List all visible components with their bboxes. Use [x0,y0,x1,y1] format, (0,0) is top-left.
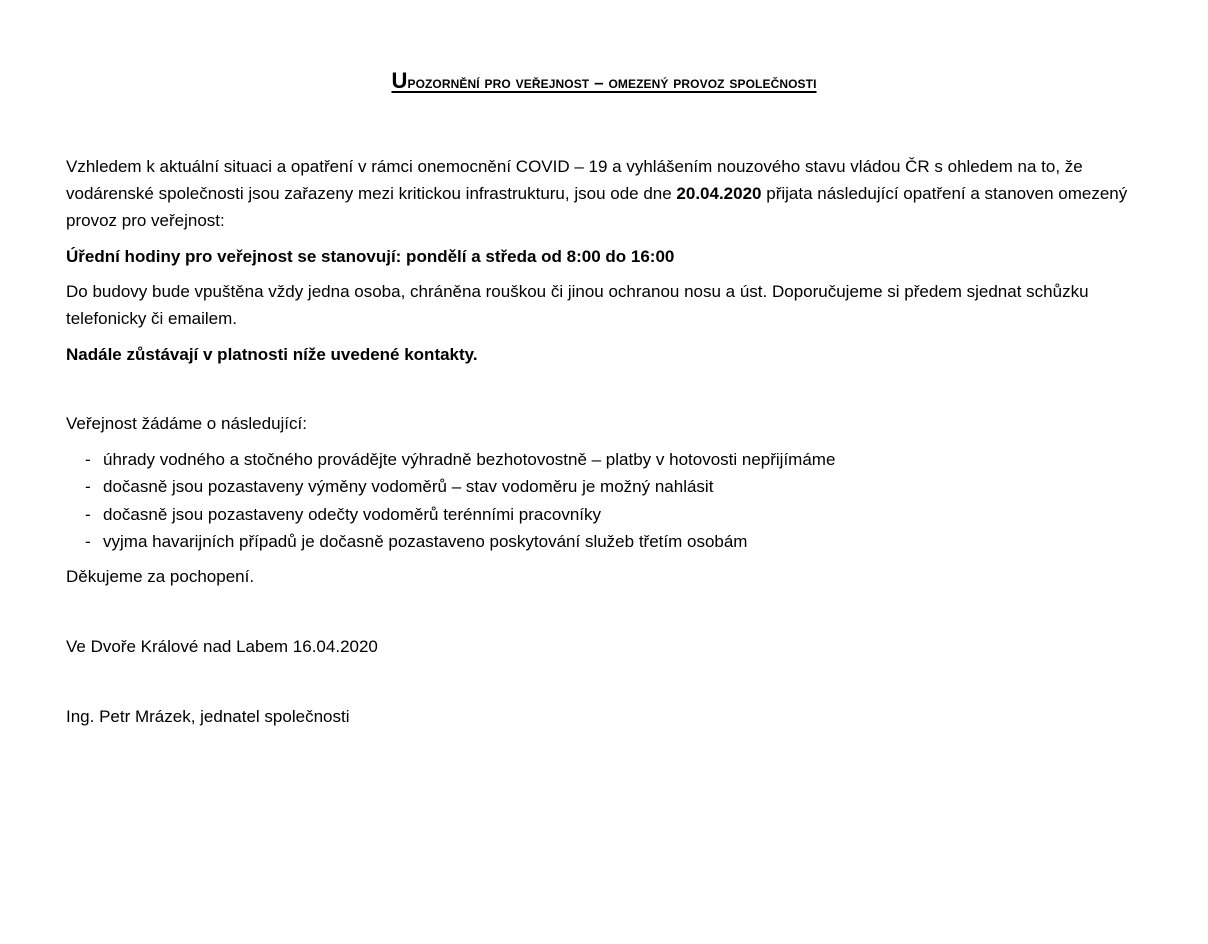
list-item-text: dočasně jsou pozastaveny odečty vodoměrů terénními pracovníky [103,504,601,524]
list-marker: - [85,504,91,524]
list-item-text: vyjma havarijních případů je dočasně pozastaveno poskytování služeb třetím osobám [103,531,748,551]
thanks-line: Děkujeme za pochopení. [66,567,255,586]
list-item-text: dočasně jsou pozastaveny výměny vodoměrů – stav vodoměru je možný nahlásit [103,477,714,497]
document-title [0,68,1208,94]
list-item [66,528,1146,555]
place-and-date: Ve Dvoře Králové nad Labem 16.04.2020 [66,637,378,656]
list-item-text: úhrady vodného a stočného provádějte výhradně bezhotovostně – platby v hotovosti nepřijímáme [103,450,836,469]
list-marker: - [85,477,91,497]
list-item [66,446,1146,473]
signature: Ing. Petr Mrázek, jednatel společnosti [66,707,350,726]
list-marker: - [85,450,91,469]
intro-text-before-date: Vzhledem k aktuální situaci a opatření v rámci onemocnění COVID – 19 a vyhlášením nouzového stavu vládou ČR s ohledem na to, že vodárenské společnosti jsou zařazeny mezi kritickou infrastrukturu, jsou ode dne [66,157,1083,203]
entry-rules-paragraph: Do budovy bude vpuštěna vždy jedna osoba, chráněna rouškou či jinou ochranou nosu a úst. Doporučujeme si předem sjednat schůzku telefonicky či emailem. [66,282,1089,328]
list-marker: - [85,531,91,551]
intro-paragraph [66,153,1146,234]
contacts-note: Nadále zůstávají v platnosti níže uvedené kontakty. [66,345,478,364]
effective-date: 20.04.2020 [676,184,762,203]
intro-text-after-date: přijata následující opatření a stanoven omezený provoz pro veřejnost: [66,184,1128,230]
office-hours: Úřední hodiny pro veřejnost se stanovují: pondělí a středa od 8:00 do 16:00 [66,247,675,266]
list-item [66,501,1146,528]
list-item [66,473,1146,500]
title-first-letter: U [391,68,408,93]
title-text: pozornění pro veřejnost – omezený provoz společnosti [407,73,817,92]
request-list [66,446,1146,555]
request-intro: Veřejnost žádáme o následující: [66,414,307,433]
